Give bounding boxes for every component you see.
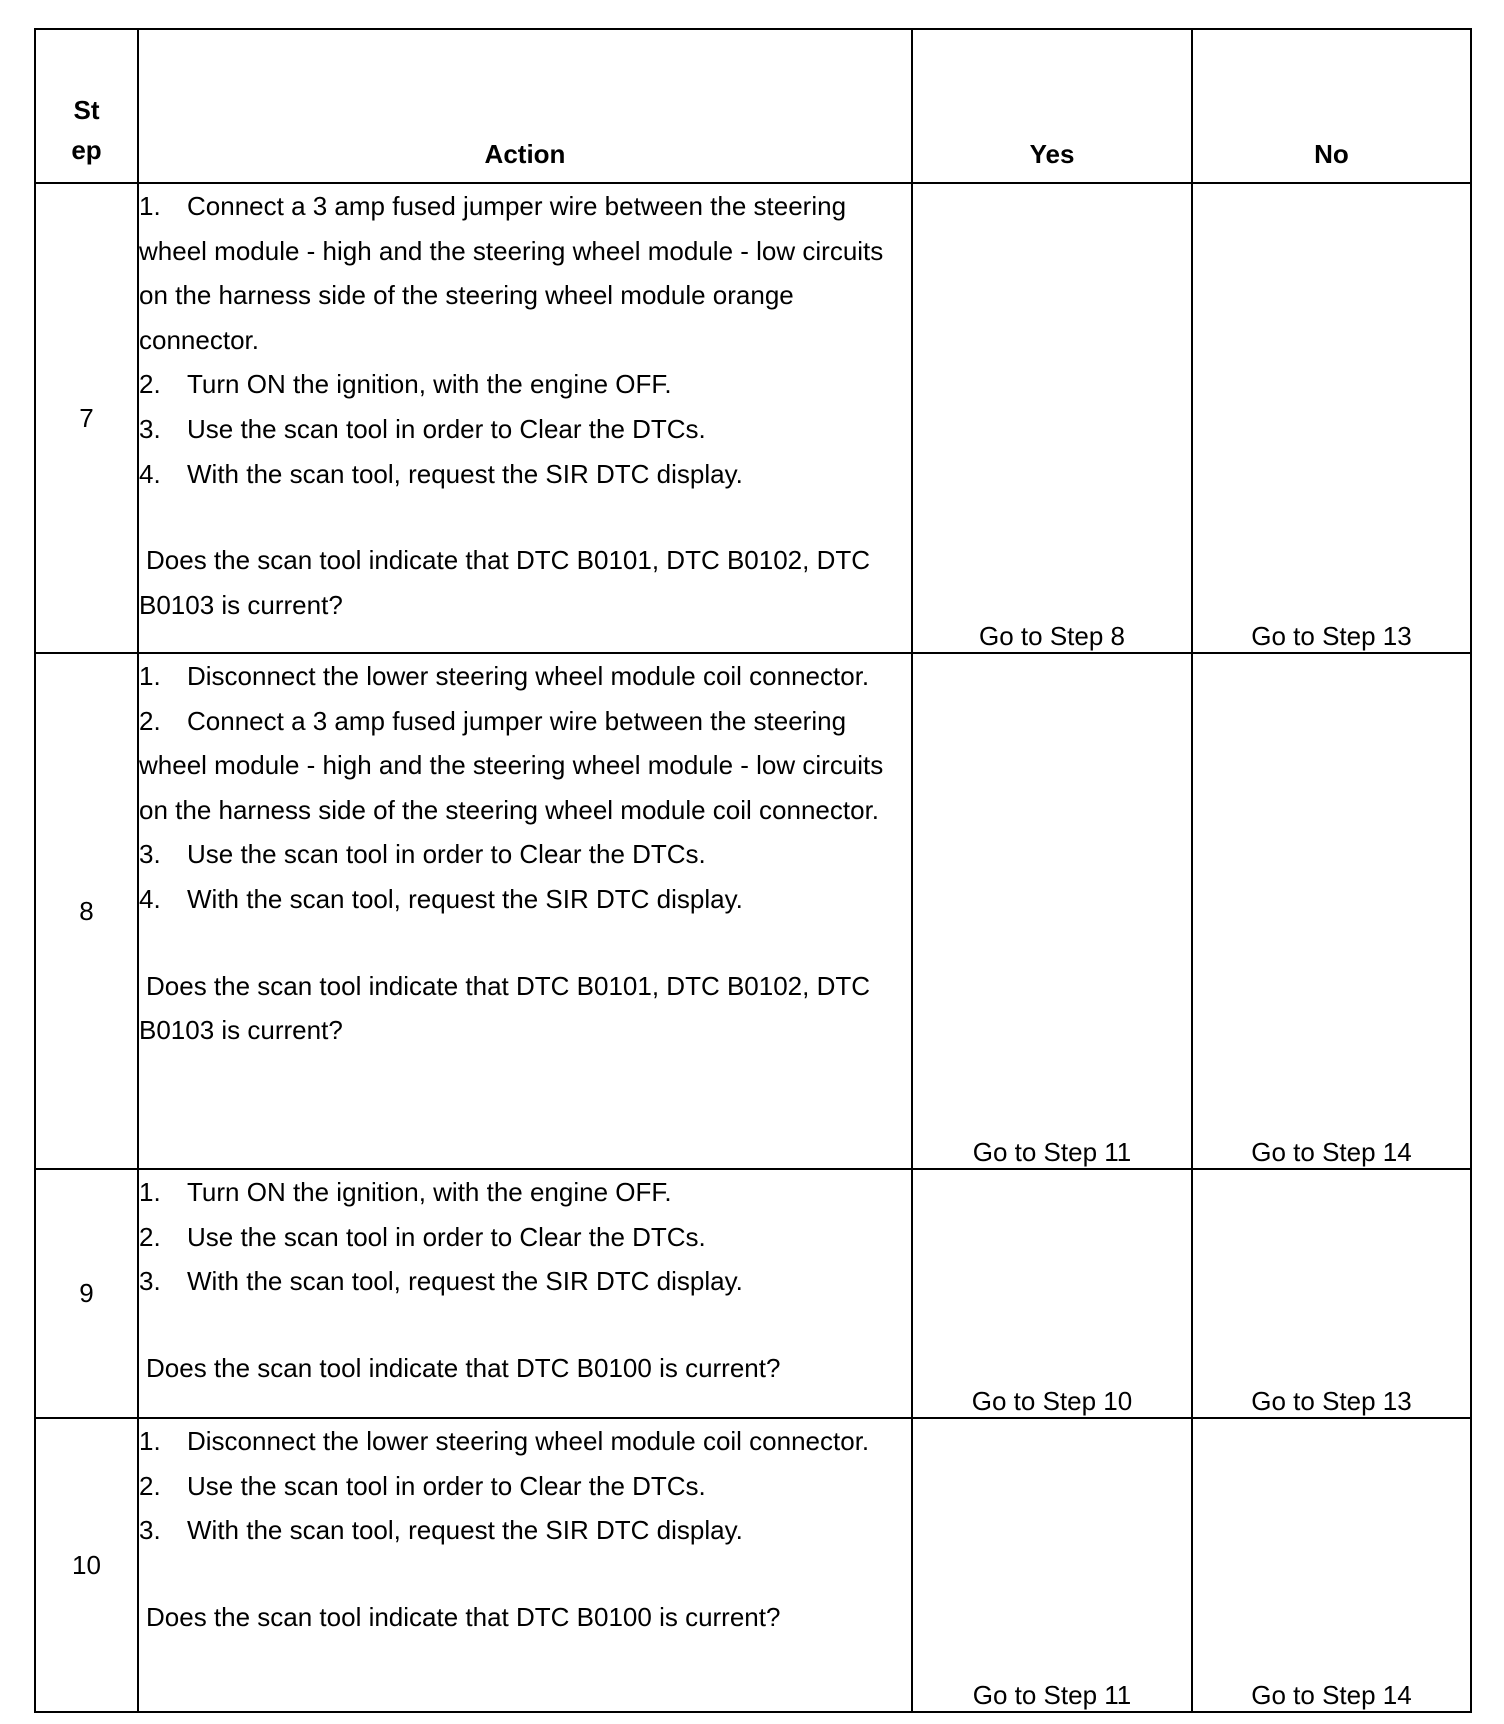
- item-text: With the scan tool, request the SIR DTC display.: [187, 1266, 743, 1297]
- action-item: [139, 699, 911, 833]
- action-question: [139, 1346, 911, 1391]
- action-cell: [138, 653, 912, 1169]
- item-text: Use the scan tool in order to Clear the DTCs.: [187, 839, 706, 870]
- action-item: [139, 407, 911, 452]
- item-number: 1.: [139, 191, 161, 221]
- item-text: Turn ON the ignition, with the engine OFF.: [187, 369, 672, 400]
- item-text: With the scan tool, request the SIR DTC display.: [187, 883, 743, 914]
- item-number: 2.: [139, 1470, 161, 1501]
- no-cell: Go to Step 13: [1192, 1169, 1471, 1418]
- no-cell: Go to Step 13: [1192, 183, 1471, 653]
- item-number: 3.: [139, 413, 161, 444]
- yes-cell: Go to Step 8: [912, 183, 1192, 653]
- question-text: Does the scan tool indicate that DTC B0101, DTC B0102, DTC B0103 is current?: [139, 970, 871, 1046]
- action-item: [139, 1419, 911, 1464]
- yes-cell: Go to Step 11: [912, 653, 1192, 1169]
- step-number: 9: [35, 1169, 138, 1418]
- item-number: 1.: [139, 1177, 161, 1207]
- item-number: 3.: [139, 1515, 161, 1546]
- question-text: Does the scan tool indicate that DTC B0100 is current?: [146, 1352, 781, 1383]
- step-number: 10: [35, 1418, 138, 1712]
- table-row: [35, 1418, 1471, 1712]
- action-item: [139, 1170, 911, 1215]
- action-item: [139, 1215, 911, 1260]
- item-text: Disconnect the lower steering wheel module coil connector.: [187, 661, 870, 691]
- question-text: Does the scan tool indicate that DTC B0100 is current?: [146, 1601, 781, 1632]
- action-item: [139, 832, 911, 877]
- table-row: [35, 183, 1471, 653]
- action-item: [139, 1508, 911, 1553]
- item-number: 4.: [139, 458, 161, 489]
- yes-cell: Go to Step 11: [912, 1418, 1192, 1712]
- action-list: [139, 1170, 911, 1304]
- action-item: [139, 184, 911, 362]
- yes-cell: Go to Step 10: [912, 1169, 1192, 1418]
- item-number: 2.: [139, 369, 161, 400]
- item-number: 2.: [139, 705, 161, 736]
- action-item: [139, 452, 911, 497]
- item-text: Disconnect the lower steering wheel module coil connector.: [187, 1426, 870, 1456]
- item-text: With the scan tool, request the SIR DTC display.: [187, 458, 743, 489]
- no-cell: Go to Step 14: [1192, 1418, 1471, 1712]
- action-item: [139, 877, 911, 922]
- header-no: No: [1192, 29, 1471, 183]
- header-yes: Yes: [912, 29, 1192, 183]
- action-item: [139, 1464, 911, 1509]
- action-question: [139, 1595, 911, 1640]
- action-item: [139, 654, 911, 699]
- header-step: [35, 29, 138, 183]
- item-text: Use the scan tool in order to Clear the DTCs.: [187, 1221, 706, 1252]
- item-text: Connect a 3 amp fused jumper wire between the steering wheel module - high and the steering wheel module - low circuits on the harness side of the steering wheel module orange connector.: [139, 191, 884, 355]
- item-text: Turn ON the ignition, with the engine OFF.: [187, 1177, 672, 1207]
- action-question: [139, 538, 911, 627]
- item-text: Use the scan tool in order to Clear the DTCs.: [187, 413, 706, 444]
- action-item: [139, 1259, 911, 1304]
- item-number: 2.: [139, 1221, 161, 1252]
- question-text: Does the scan tool indicate that DTC B0101, DTC B0102, DTC B0103 is current?: [139, 545, 871, 620]
- action-list: [139, 184, 911, 496]
- action-list: [139, 654, 911, 922]
- step-number: 8: [35, 653, 138, 1169]
- header-row: [35, 29, 1471, 183]
- header-step-part2: ep: [71, 135, 102, 165]
- action-item: [139, 362, 911, 407]
- header-step-part1: St: [73, 95, 100, 125]
- action-question: [139, 964, 911, 1053]
- item-text: Connect a 3 amp fused jumper wire between the steering wheel module - high and the steering wheel module - low circuits on the harness side of the steering wheel module coil connector.: [139, 705, 884, 825]
- item-number: 4.: [139, 883, 161, 914]
- item-number: 3.: [139, 1266, 161, 1297]
- table-row: [35, 1169, 1471, 1418]
- item-text: With the scan tool, request the SIR DTC display.: [187, 1515, 743, 1546]
- header-action: Action: [138, 29, 912, 183]
- diagnostic-table: [34, 28, 1472, 1713]
- action-list: [139, 1419, 911, 1553]
- item-number: 1.: [139, 661, 161, 691]
- step-number: 7: [35, 183, 138, 653]
- action-cell: [138, 183, 912, 653]
- action-cell: [138, 1169, 912, 1418]
- item-number: 3.: [139, 839, 161, 870]
- action-cell: [138, 1418, 912, 1712]
- no-cell: Go to Step 14: [1192, 653, 1471, 1169]
- item-number: 1.: [139, 1426, 161, 1456]
- item-text: Use the scan tool in order to Clear the DTCs.: [187, 1470, 706, 1501]
- table-row: [35, 653, 1471, 1169]
